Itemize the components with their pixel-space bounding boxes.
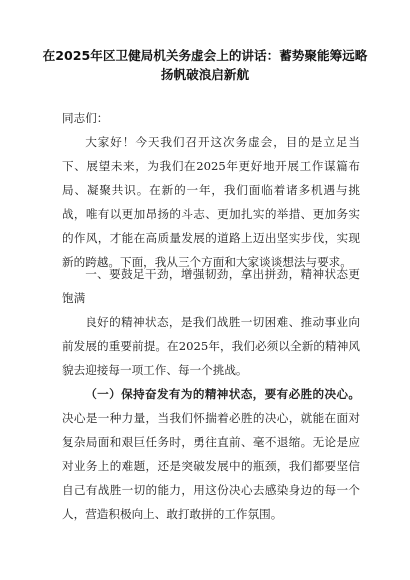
title-line-2: 扬帆破浪启新航 (160, 67, 250, 82)
section-heading-1: 一、要鼓足干劲，增强韧劲，拿出拼劲，精神状态更饱满 (62, 267, 360, 305)
paragraph-subsection-1 (62, 382, 360, 526)
document-title (40, 46, 370, 84)
paragraph-intro: 大家好！今天我们召开这次务虚会，目的是立足当下、展望未来，为我们在2025年更好地开展工作谋篇布局、凝聚共识。在新的一年，我们面临着诸多机遇与挑战，唯有以更加昂扬的斗志、更加扎实的举措、更加务实的作风，才能在高质量发展的道路上迈出坚实步伐，实现新的跨越。下面，我从三个方面和大家谈谈想法与要求。 (62, 135, 360, 269)
paragraph-section-1: 良好的精神状态，是我们战胜一切困难、推动事业向前发展的重要前提。在2025年，我们必须以全新的精神风貌去迎接每一项工作、每一个挑战。 (62, 315, 360, 377)
salutation: 同志们： (62, 111, 109, 125)
subheading-1: （一）保持奋发有为的精神状态，要有必胜的决心。 (85, 387, 360, 401)
subsection-1-body: 决心是一种力量，当我们怀揣着必胜的决心，就能在面对复杂局面和艰巨任务时，勇往直前、毫不退缩。无论是应对业务上的难题，还是突破发展中的瓶颈，我们都要坚信自己有战胜一切的能力，用这份决心去感染身边的每一个人，营造积极向上、敢打敢拼的工作氛围。 (62, 411, 360, 521)
title-line-1: 在2025年区卫健局机关务虚会上的讲话：蓄势聚能筹远略 (42, 48, 368, 63)
